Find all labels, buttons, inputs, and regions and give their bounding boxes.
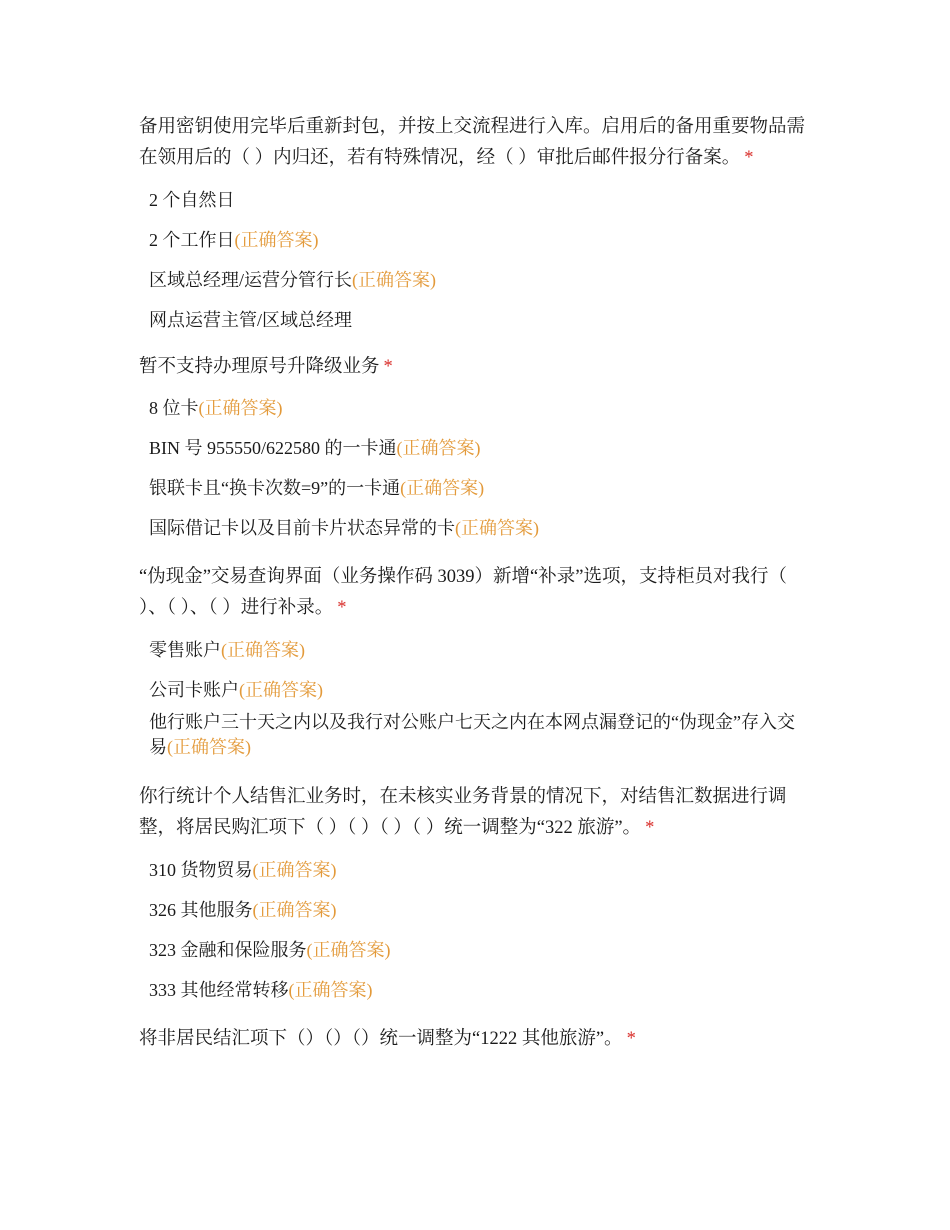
option-item[interactable]: 326 其他服务(正确答案) [149, 900, 337, 920]
correct-answer-tag: (正确答案) [167, 737, 251, 757]
question-5 [139, 1024, 811, 1055]
option-list [139, 858, 811, 1002]
option-list [139, 188, 811, 332]
option-item[interactable]: 公司卡账户(正确答案) [149, 680, 323, 700]
option-item[interactable]: 323 金融和保险服务(正确答案) [149, 940, 391, 960]
option-item[interactable]: 零售账户(正确答案) [149, 640, 305, 660]
question-text: 暂不支持办理原号升降级业务 * [139, 357, 393, 377]
option-item[interactable]: 2 个自然日 [149, 190, 235, 210]
option-item[interactable]: 国际借记卡以及目前卡片状态异常的卡(正确答案) [149, 518, 539, 538]
question-1 [139, 112, 811, 332]
option-item[interactable]: BIN 号 955550/622580 的一卡通(正确答案) [149, 438, 481, 458]
question-3 [139, 562, 811, 760]
question-text: 备用密钥使用完毕后重新封包，并按上交流程进行入库。启用后的备用重要物品需在领用后的（ ）内归还，若有特殊情况，经（ ）审批后邮件报分行备案。 * [139, 117, 806, 168]
required-marker: * [645, 818, 655, 838]
correct-answer-tag: (正确答案) [396, 438, 481, 458]
option-list [139, 638, 811, 760]
correct-answer-tag: (正确答案) [239, 680, 323, 700]
correct-answer-tag: (正确答案) [252, 900, 337, 920]
question-text: 你行统计个人结售汇业务时，在未核实业务背景的情况下，对结售汇数据进行调整，将居民购汇项下（ ）（ ）（ ）（ ）统一调整为“322 旅游”。 * [139, 787, 787, 838]
question-4 [139, 782, 811, 1002]
correct-answer-tag: (正确答案) [306, 940, 391, 960]
correct-answer-tag: (正确答案) [400, 478, 485, 498]
correct-answer-tag: (正确答案) [352, 270, 436, 290]
option-item[interactable]: 区域总经理/运营分管行长(正确答案) [149, 270, 436, 290]
option-item[interactable]: 网点运营主管/区域总经理 [149, 310, 352, 330]
question-text: 将非居民结汇项下（）（）（）统一调整为“1222 其他旅游”。 * [139, 1029, 636, 1049]
correct-answer-tag: (正确答案) [252, 860, 337, 880]
question-text: “伪现金”交易查询界面（业务操作码 3039）新增“补录”选项，支持柜员对我行（ ）、（ ）、（ ）进行补录。 * [139, 567, 787, 618]
required-marker: * [744, 148, 754, 168]
option-item[interactable]: 8 位卡(正确答案) [149, 398, 283, 418]
option-item[interactable]: 银联卡且“换卡次数=9”的一卡通(正确答案) [149, 478, 485, 498]
questionnaire [139, 112, 811, 1055]
correct-answer-tag: (正确答案) [234, 230, 319, 250]
option-item[interactable]: 333 其他经常转移(正确答案) [149, 980, 373, 1000]
question-2 [139, 352, 811, 540]
correct-answer-tag: (正确答案) [198, 398, 283, 418]
required-marker: * [337, 598, 347, 618]
correct-answer-tag: (正确答案) [288, 980, 373, 1000]
option-item[interactable]: 他行账户三十天之内以及我行对公账户七天之内在本网点漏登记的“伪现金”存入交易(正确答案) [149, 712, 795, 757]
correct-answer-tag: (正确答案) [221, 640, 305, 660]
correct-answer-tag: (正确答案) [455, 518, 539, 538]
option-list [139, 396, 811, 540]
option-item[interactable]: 310 货物贸易(正确答案) [149, 860, 337, 880]
option-item[interactable]: 2 个工作日(正确答案) [149, 230, 319, 250]
required-marker: * [626, 1029, 636, 1049]
required-marker: * [383, 357, 393, 377]
